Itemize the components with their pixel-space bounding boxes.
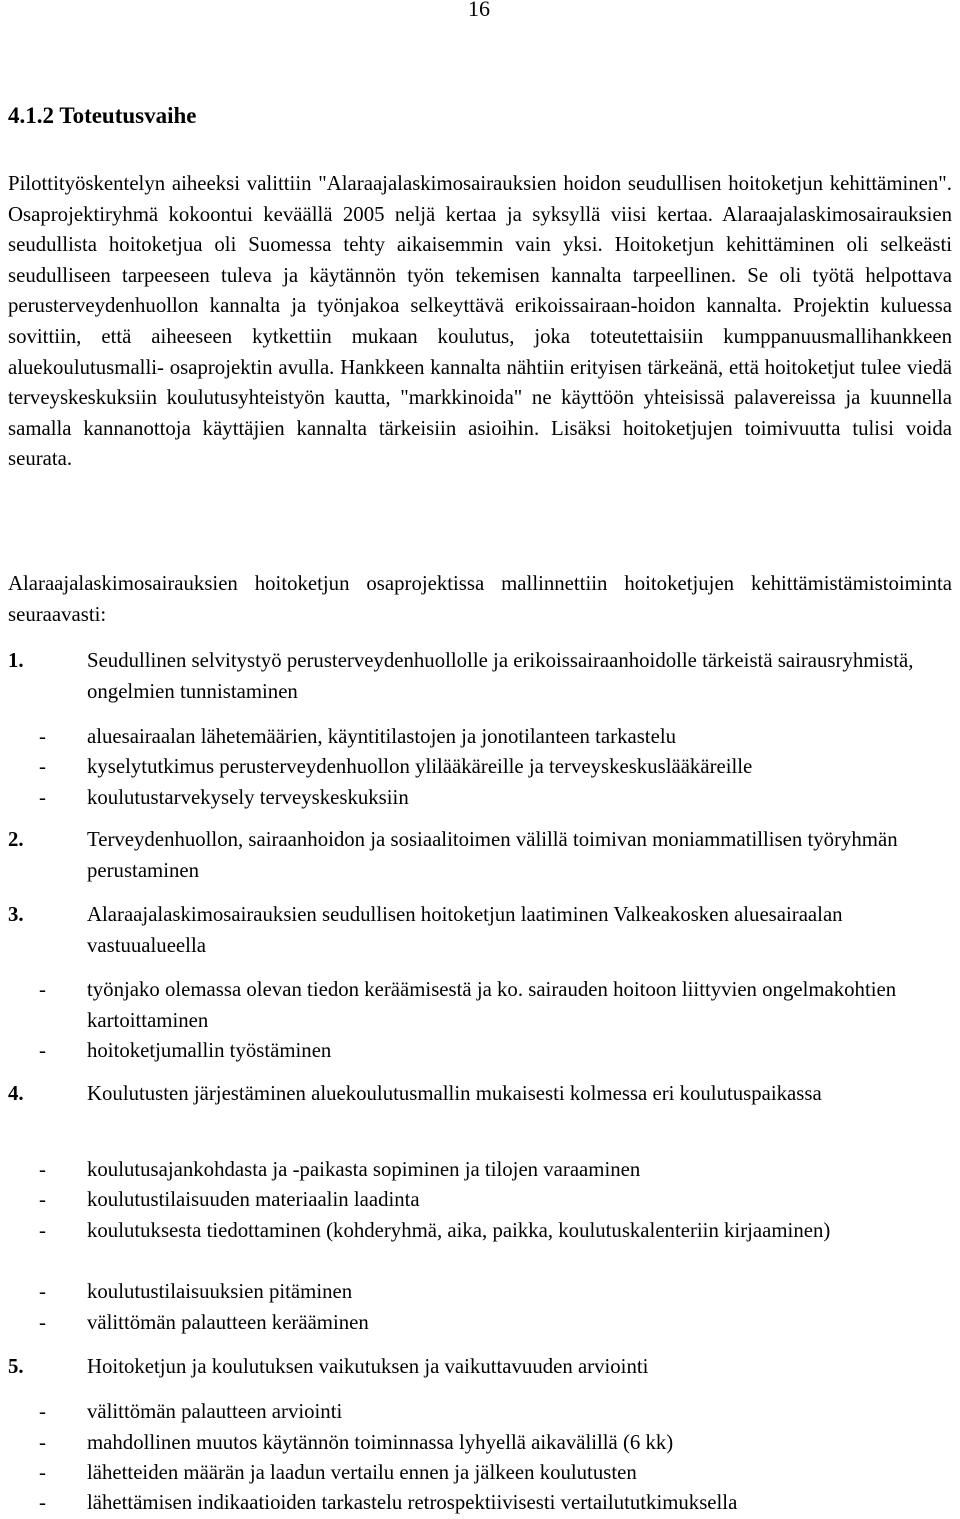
section-heading: 4.1.2 Toteutusvaihe [8,103,197,128]
bullet-marker: - [39,1311,46,1334]
step-3-bullet [8,1036,952,1067]
step-4-bullet [8,1155,952,1186]
bullet-text: hoitoketjumallin työstäminen [87,1039,332,1062]
step-1-bullet [8,722,952,753]
step-5-bullet [8,1397,952,1428]
step-number: 5. [8,1355,24,1378]
bullet-text: lähetteiden määrän ja laadun vertailu ennen ja jälkeen koulutusten [87,1461,637,1484]
step-5-bullet [8,1428,952,1459]
step-text: Hoitoketjun ja koulutuksen vaikutuksen ja vaikuttavuuden arviointi [87,1355,649,1378]
bullet-text: koulutusajankohdasta ja -paikasta sopiminen ja tilojen varaaminen [87,1158,641,1181]
bullet-marker: - [39,1280,46,1303]
step-text: Terveydenhuollon, sairaanhoidon ja sosiaalitoimen välillä toimivan moniammatillisen työryhmän perustaminen [87,828,898,882]
step-1 [8,646,952,707]
bullet-marker: - [39,1461,46,1484]
step-5 [8,1352,952,1383]
step-1-bullet [8,752,952,783]
bullet-marker: - [39,1188,46,1211]
bullet-text: koulutustilaisuuden materiaalin laadinta [87,1188,420,1211]
step-4-bullet [8,1277,952,1308]
step-3-bullet [8,975,952,1036]
step-number: 4. [8,1082,24,1105]
bullet-marker: - [39,1491,46,1514]
step-1-bullet [8,783,952,814]
step-4-bullet [8,1308,952,1339]
step-4-bullet [8,1185,952,1216]
step-text: Seudullinen selvitystyö perusterveydenhuollolle ja erikoissairaanhoidolle tärkeistä sairausryhmistä, ongelmien tunnistaminen [87,649,914,703]
bullet-marker: - [39,1219,46,1242]
bullet-text: lähettämisen indikaatioiden tarkastelu retrospektiivisesti vertailututkimuksella [87,1491,738,1514]
intro-paragraph: Pilottityöskentelyn aiheeksi valittiin "Alaraajalaskimosairauksien hoidon seudullisen hoitoketjun kehittäminen". Osaprojektiryhmä kokoontui keväällä 2005 neljä kertaa ja syksyllä viisi kertaa. Alaraajalaskimosairauksien seudullista hoitoketjua oli Suomessa tehty aikaisemmin vain yksi. Hoitoketjun kehittäminen oli selkeästi seudulliseen tarpeeseen tuleva ja käytännön työn tekemisen kannalta tarpeellinen. Se oli työtä helpottava perusterveydenhuollon kannalta ja työnjakoa selkeyttävä erikoissairaan-hoidon kannalta. Projektin kuluessa sovittiin, että aiheeseen kytkettiin mukaan koulutus, joka toteutettaisiin kumppanuusmallihankkeen aluekoulutusmalli- osaprojektin avulla. Hankkeen kannalta nähtiin erityisen tärkeänä, että hoitoketjut tulee viedä terveyskeskuksiin koulutusyhteistyön kautta, "markkinoida" ne käyttöön yhteisissä palavereissa ja kuunnella samalla kannanottoja käyttäjien kannalta tärkeisiin asioihin. Lisäksi hoitoketjujen toimivuutta tulisi voida seurata. [8,172,952,471]
step-number: 3. [8,903,24,926]
bullet-text: mahdollinen muutos käytännön toiminnassa lyhyellä aikavälillä (6 kk) [87,1431,674,1454]
bullet-marker: - [39,755,46,778]
method-paragraph: Alaraajalaskimosairauksien hoitoketjun osaprojektissa mallinnettiin hoitoketjujen kehittämistämistoiminta seuraavasti: [8,572,952,626]
bullet-marker: - [39,1158,46,1181]
step-text: Koulutusten järjestäminen aluekoulutusmallin mukaisesti kolmessa eri koulutuspaikassa [87,1082,822,1105]
step-4 [8,1079,952,1110]
bullet-text: koulutustarvekysely terveyskeskuksiin [87,786,409,809]
bullet-text: koulutuksesta tiedottaminen (kohderyhmä, aika, paikka, koulutuskalenteriin kirjaaminen) [87,1219,831,1242]
step-4-bullet [8,1216,952,1247]
step-5-bullet [8,1458,952,1489]
bullet-text: kyselytutkimus perusterveydenhuollon ylilääkäreille ja terveyskeskuslääkäreille [87,755,753,778]
bullet-marker: - [39,1431,46,1454]
bullet-text: aluesairaalan lähetemäärien, käyntitilastojen ja jonotilanteen tarkastelu [87,725,676,748]
bullet-marker: - [39,1400,46,1423]
step-number: 1. [8,649,24,672]
bullet-text: välittömän palautteen kerääminen [87,1311,369,1334]
step-text: Alaraajalaskimosairauksien seudullisen hoitoketjun laatiminen Valkeakosken aluesairaalan vastuualueella [87,903,843,957]
page-number: 16 [468,0,490,21]
bullet-text: työnjako olemassa olevan tiedon keräämisestä ja ko. sairauden hoitoon liittyvien ongelmakohtien kartoittaminen [87,978,897,1032]
step-5-bullet [8,1488,952,1519]
step-3 [8,900,952,961]
step-number: 2. [8,828,24,851]
bullet-marker: - [39,1039,46,1062]
bullet-marker: - [39,725,46,748]
bullet-marker: - [39,978,46,1001]
bullet-text: koulutustilaisuuksien pitäminen [87,1280,353,1303]
bullet-marker: - [39,786,46,809]
bullet-text: välittömän palautteen arviointi [87,1400,343,1423]
step-2 [8,825,952,886]
